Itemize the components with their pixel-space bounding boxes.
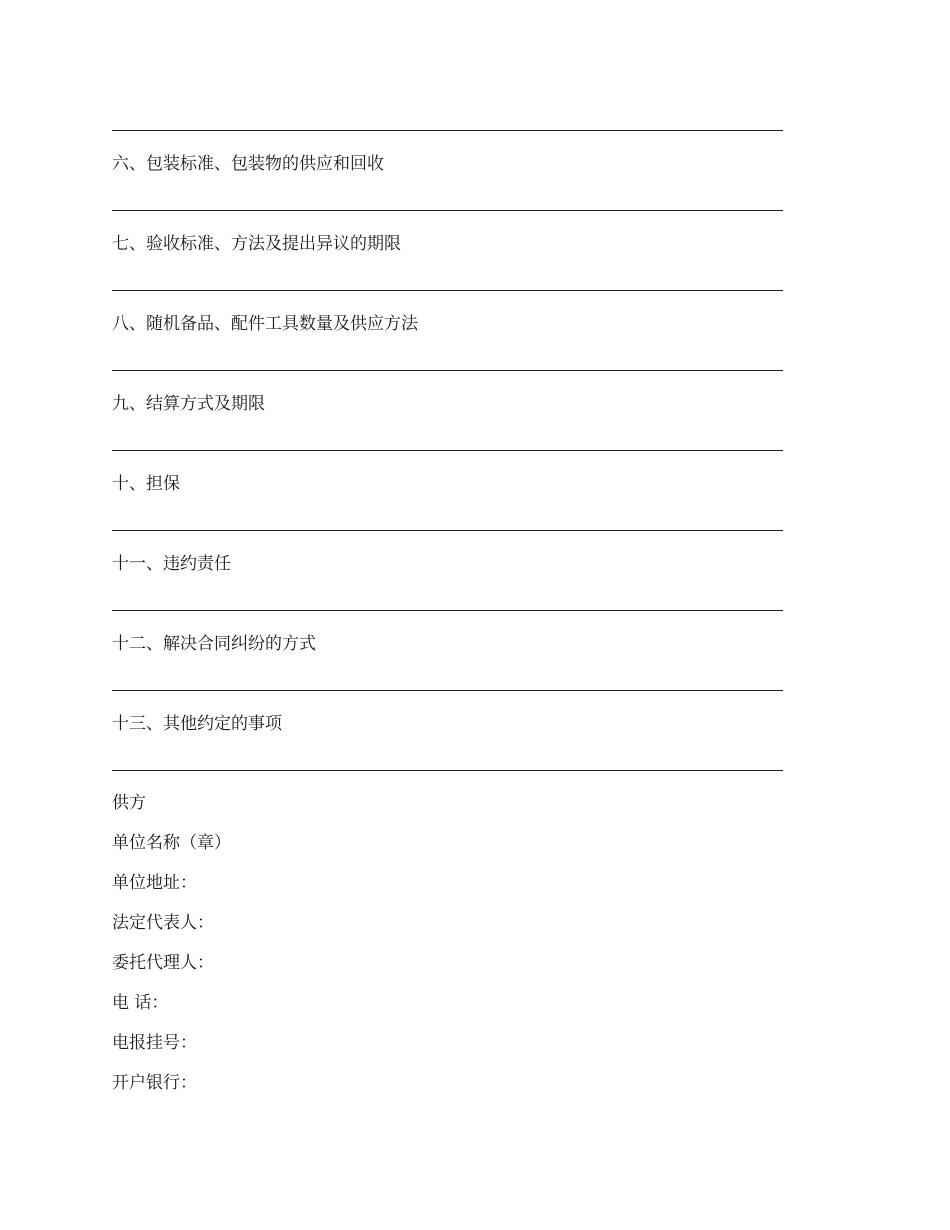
clause-heading-other-matters: 十三、其他约定的事项: [112, 714, 282, 734]
clause-heading-acceptance: 七、验收标准、方法及提出异议的期限: [112, 234, 401, 254]
supplier-phone-field: 电 话：: [112, 993, 169, 1013]
supplier-address-field: 单位地址：: [112, 873, 197, 893]
clause-heading-packaging: 六、包装标准、包装物的供应和回收: [112, 154, 384, 174]
supplier-telegraph-field: 电报挂号：: [112, 1033, 197, 1053]
blank-fill-line: [112, 610, 783, 611]
supplier-agent-field: 委托代理人：: [112, 953, 214, 973]
supplier-heading: 供方: [112, 793, 146, 813]
blank-fill-line: [112, 450, 783, 451]
blank-fill-line: [112, 370, 783, 371]
blank-fill-line: [112, 130, 783, 131]
blank-fill-line: [112, 530, 783, 531]
supplier-unit-name-field: 单位名称（章）: [112, 833, 231, 853]
blank-fill-line: [112, 770, 783, 771]
supplier-bank-field: 开户银行：: [112, 1073, 197, 1093]
clause-heading-settlement: 九、结算方式及期限: [112, 394, 265, 414]
blank-fill-line: [112, 290, 783, 291]
clause-heading-guarantee: 十、担保: [112, 474, 180, 494]
blank-fill-line: [112, 210, 783, 211]
clause-heading-dispute: 十二、解决合同纠纷的方式: [112, 634, 316, 654]
clause-heading-spare-parts: 八、随机备品、配件工具数量及供应方法: [112, 314, 418, 334]
supplier-legal-rep-field: 法定代表人：: [112, 913, 214, 933]
blank-fill-line: [112, 690, 783, 691]
clause-heading-liability: 十一、违约责任: [112, 554, 231, 574]
